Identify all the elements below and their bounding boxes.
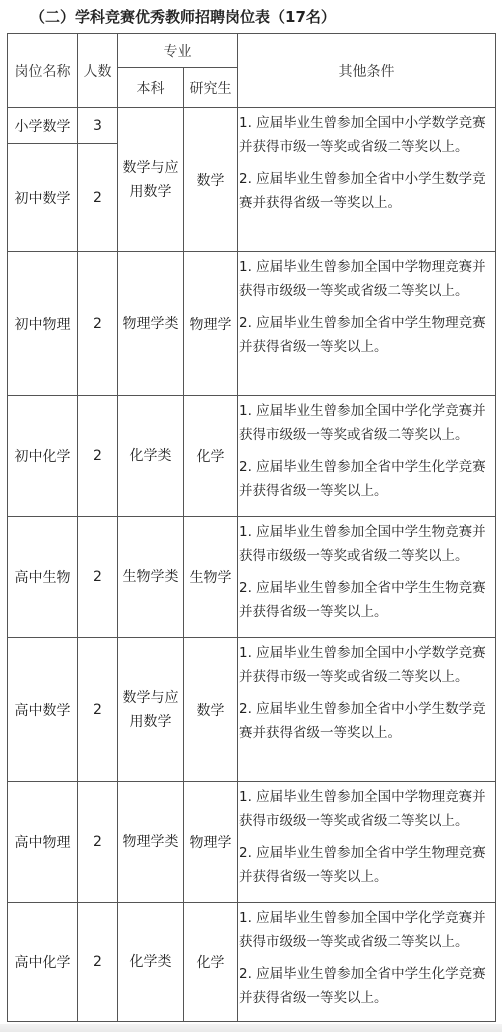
cropped-footer-strip — [0, 1024, 502, 1032]
conditions-cell — [238, 517, 496, 638]
header-graduate: 研究生 — [184, 68, 238, 108]
header-position: 岗位名称 — [8, 34, 78, 108]
position-cell: 初中化学 — [8, 396, 78, 517]
conditions-cell — [238, 638, 496, 782]
position-cell: 高中数学 — [8, 638, 78, 782]
condition-1: 1. 应届毕业生曾参加全国中学化学竞赛并获得市级级一等奖或省级二等奖以上。 — [239, 403, 486, 443]
undergrad-cell: 物理学类 — [118, 252, 184, 396]
condition-1: 1. 应届毕业生曾参加全国中学物理竞赛并获得市级级一等奖或省级二等奖以上。 — [239, 789, 486, 829]
table-row — [8, 396, 496, 517]
position-cell: 初中物理 — [8, 252, 78, 396]
position-cell: 小学数学 — [8, 108, 78, 144]
header-undergrad: 本科 — [118, 68, 184, 108]
header-other-conditions: 其他条件 — [238, 34, 496, 108]
table-row — [8, 252, 496, 396]
conditions-cell — [238, 782, 496, 903]
count-cell: 2 — [78, 782, 118, 903]
conditions-cell — [238, 396, 496, 517]
condition-2: 2. 应届毕业生曾参加全省中学生物理竞赛并获得省级一等奖以上。 — [239, 315, 486, 355]
count-cell: 2 — [78, 517, 118, 638]
graduate-cell: 物理学 — [184, 252, 238, 396]
graduate-cell: 化学 — [184, 903, 238, 1022]
header-major: 专业 — [118, 34, 238, 68]
undergrad-cell: 数学与应用数学 — [118, 108, 184, 252]
count-cell: 3 — [78, 108, 118, 144]
count-cell: 2 — [78, 638, 118, 782]
position-cell: 高中化学 — [8, 903, 78, 1022]
count-cell: 2 — [78, 396, 118, 517]
condition-2: 2. 应届毕业生曾参加全省中学生生物竞赛并获得省级一等奖以上。 — [239, 580, 486, 620]
recruitment-table — [7, 33, 496, 1022]
condition-2: 2. 应届毕业生曾参加全省中小学生数学竞赛并获得省级一等奖以上。 — [239, 701, 486, 741]
graduate-cell: 生物学 — [184, 517, 238, 638]
condition-2: 2. 应届毕业生曾参加全省中学生化学竞赛并获得省级一等奖以上。 — [239, 966, 486, 1006]
conditions-cell — [238, 252, 496, 396]
undergrad-cell: 化学类 — [118, 396, 184, 517]
table-row — [8, 903, 496, 1022]
conditions-cell — [238, 108, 496, 252]
condition-1: 1. 应届毕业生曾参加全国中学化学竞赛并获得市级级一等奖或省级二等奖以上。 — [239, 910, 486, 950]
header-count: 人数 — [78, 34, 118, 108]
conditions-cell — [238, 903, 496, 1022]
position-cell: 高中物理 — [8, 782, 78, 903]
undergrad-cell: 化学类 — [118, 903, 184, 1022]
table-row — [8, 782, 496, 903]
condition-2: 2. 应届毕业生曾参加全省中小学生数学竞赛并获得省级一等奖以上。 — [239, 171, 486, 211]
condition-1: 1. 应届毕业生曾参加全国中学物理竞赛并获得市级级一等奖或省级二等奖以上。 — [239, 259, 486, 299]
table-row — [8, 108, 496, 144]
graduate-cell: 数学 — [184, 638, 238, 782]
graduate-cell: 数学 — [184, 108, 238, 252]
header-row — [8, 34, 496, 68]
table-row — [8, 517, 496, 638]
condition-2: 2. 应届毕业生曾参加全省中学生物理竞赛并获得省级一等奖以上。 — [239, 845, 486, 885]
graduate-cell: 物理学 — [184, 782, 238, 903]
undergrad-cell: 生物学类 — [118, 517, 184, 638]
table-row — [8, 638, 496, 782]
count-cell: 2 — [78, 144, 118, 252]
undergrad-cell: 物理学类 — [118, 782, 184, 903]
count-cell: 2 — [78, 903, 118, 1022]
condition-2: 2. 应届毕业生曾参加全省中学生化学竞赛并获得省级一等奖以上。 — [239, 459, 486, 499]
graduate-cell: 化学 — [184, 396, 238, 517]
position-cell: 高中生物 — [8, 517, 78, 638]
undergrad-cell: 数学与应用数学 — [118, 638, 184, 782]
condition-1: 1. 应届毕业生曾参加全国中小学数学竞赛并获得市级一等奖或省级二等奖以上。 — [239, 115, 486, 155]
condition-1: 1. 应届毕业生曾参加全国中小学数学竞赛并获得市级一等奖或省级二等奖以上。 — [239, 645, 486, 685]
position-cell: 初中数学 — [8, 144, 78, 252]
count-cell: 2 — [78, 252, 118, 396]
table-title: （二）学科竞赛优秀教师招聘岗位表（17名） — [30, 8, 336, 26]
condition-1: 1. 应届毕业生曾参加全国中学生物竞赛并获得市级级一等奖或省级二等奖以上。 — [239, 524, 486, 564]
